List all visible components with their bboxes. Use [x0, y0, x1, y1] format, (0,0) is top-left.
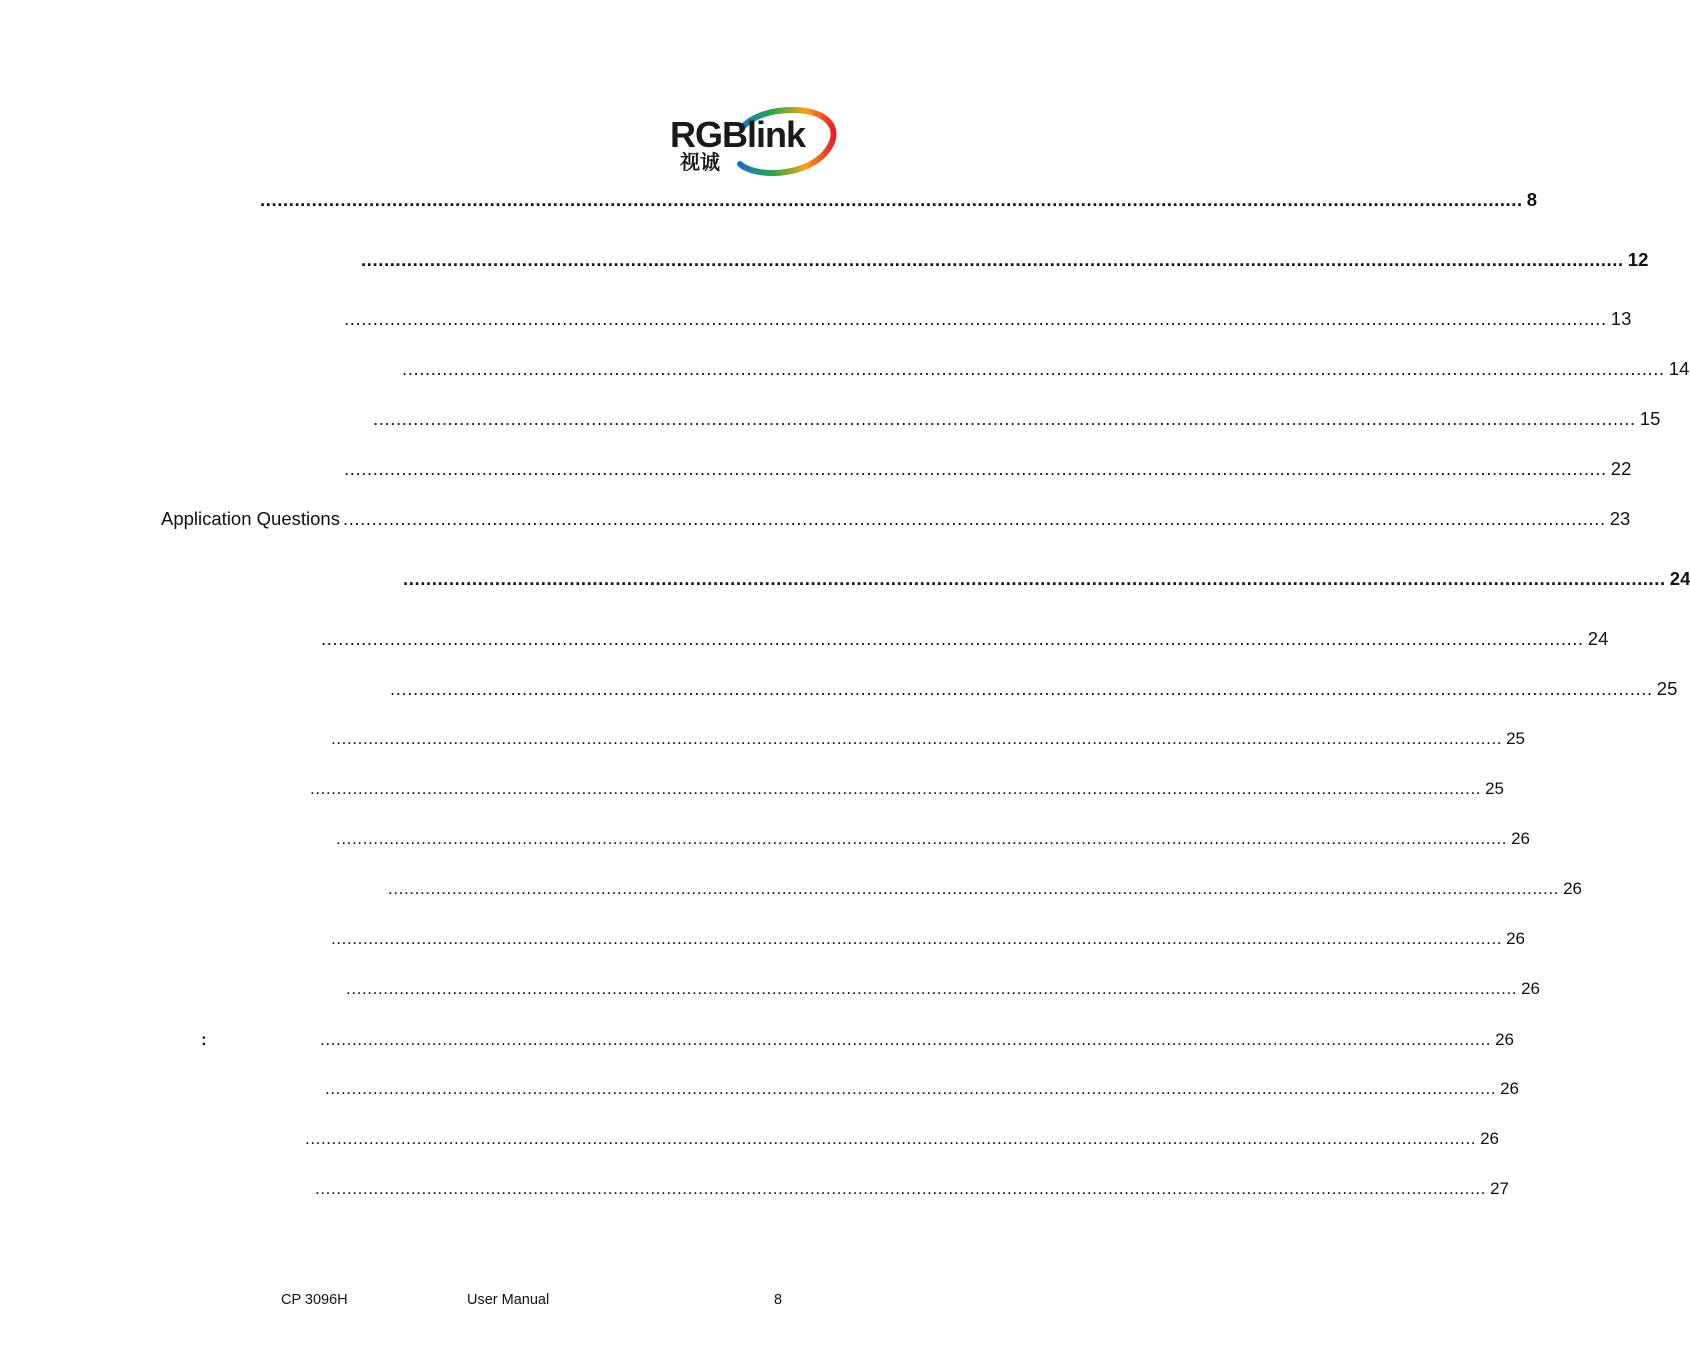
- toc-entry[interactable]: [358, 249, 1649, 271]
- toc-entry[interactable]: [333, 828, 1531, 850]
- toc-leader-dots: ............................................................................................................................................................................................................................: [361, 249, 1624, 270]
- toc-entry-page: 26: [1480, 1129, 1500, 1148]
- toc-entry-page: 23: [1609, 508, 1631, 529]
- toc-leader-dots: ............................................................................................................................................................................................................................: [321, 628, 1584, 649]
- toc-entry[interactable]: [318, 628, 1609, 650]
- toc-entry-page: 15: [1639, 408, 1661, 429]
- toc-leader-dots: ............................................................................................................................................................................................................................: [373, 408, 1636, 429]
- toc-leader-dots: ............................................................................................................................................................................................................................: [390, 678, 1653, 699]
- toc-entry-page: 25: [1485, 779, 1505, 798]
- toc-leader-dots: ............................................................................................................................................................................................................................: [315, 1179, 1487, 1198]
- toc-entry[interactable]: [317, 1029, 1515, 1051]
- toc-entry-page: 25: [1656, 678, 1678, 699]
- toc-entry[interactable]: [302, 1128, 1500, 1150]
- toc-leader-dots: ............................................................................................................................................................................................................................: [388, 879, 1560, 898]
- toc-entry[interactable]: [257, 189, 1538, 211]
- toc-entry[interactable]: [385, 878, 1583, 900]
- svg-text:RGBlink: RGBlink: [670, 114, 806, 155]
- toc-entry-label: Application Questions: [161, 508, 340, 529]
- toc-leader-dots: ............................................................................................................................................................................................................................: [320, 1030, 1492, 1049]
- toc-entry[interactable]: [328, 728, 1526, 750]
- toc-leader-dots: ............................................................................................................................................................................................................................: [342, 508, 1606, 529]
- toc-entry-page: 24: [1669, 568, 1690, 589]
- toc-entry-page: 8: [1526, 189, 1538, 210]
- toc-entry[interactable]: [322, 1078, 1520, 1100]
- toc-entry-page: 24: [1587, 628, 1609, 649]
- toc-entry-page: 14: [1668, 358, 1690, 379]
- toc-leader-dots: ............................................................................................................................................................................................................................: [344, 308, 1607, 329]
- toc-entry[interactable]: [343, 978, 1541, 1000]
- toc-entry-colon: :: [201, 1030, 207, 1049]
- toc-entry[interactable]: [307, 778, 1505, 800]
- toc-leader-dots: ............................................................................................................................................................................................................................: [336, 829, 1508, 848]
- toc-entry-page: 27: [1490, 1179, 1510, 1198]
- toc-leader-dots: ............................................................................................................................................................................................................................: [403, 568, 1666, 589]
- toc-leader-dots: ............................................................................................................................................................................................................................: [331, 929, 1503, 948]
- toc-entry-page: 26: [1521, 979, 1541, 998]
- toc-entry[interactable]: [341, 458, 1632, 480]
- toc-entry-page: 26: [1506, 929, 1526, 948]
- footer-page-number: 8: [774, 1292, 783, 1308]
- toc-entry-page: 26: [1500, 1079, 1520, 1098]
- toc-leader-dots: ............................................................................................................................................................................................................................: [325, 1079, 1497, 1098]
- toc-entry[interactable]: [161, 508, 1631, 530]
- rgblink-logo: [668, 104, 840, 178]
- toc-entry[interactable]: [370, 408, 1661, 430]
- toc-leader-dots: ............................................................................................................................................................................................................................: [310, 779, 1482, 798]
- toc-leader-dots: ............................................................................................................................................................................................................................: [344, 458, 1607, 479]
- toc-entry[interactable]: [400, 568, 1690, 590]
- toc-leader-dots: ............................................................................................................................................................................................................................: [346, 979, 1518, 998]
- toc-entry-page: 26: [1563, 879, 1583, 898]
- toc-entry[interactable]: [387, 678, 1678, 700]
- footer-doc-title: User Manual: [467, 1292, 550, 1308]
- toc-leader-dots: ............................................................................................................................................................................................................................: [331, 729, 1503, 748]
- toc-entry-page: 13: [1610, 308, 1632, 329]
- toc-entry-page: 25: [1506, 729, 1526, 748]
- footer-model: CP 3096H: [281, 1292, 348, 1308]
- toc-leader-dots: ............................................................................................................................................................................................................................: [305, 1129, 1477, 1148]
- toc-entry-page: 12: [1627, 249, 1649, 270]
- toc-leader-dots: ............................................................................................................................................................................................................................: [402, 358, 1665, 379]
- toc-entry[interactable]: [328, 928, 1526, 950]
- toc-leader-dots: ............................................................................................................................................................................................................................: [260, 189, 1523, 210]
- toc-entry[interactable]: [312, 1178, 1510, 1200]
- toc-entry-page: 26: [1495, 1030, 1515, 1049]
- toc-entry[interactable]: [399, 358, 1690, 380]
- svg-text:视诚: 视诚: [680, 150, 720, 174]
- toc-entry[interactable]: [341, 308, 1632, 330]
- toc-entry-page: 22: [1610, 458, 1632, 479]
- toc-entry-page: 26: [1511, 829, 1531, 848]
